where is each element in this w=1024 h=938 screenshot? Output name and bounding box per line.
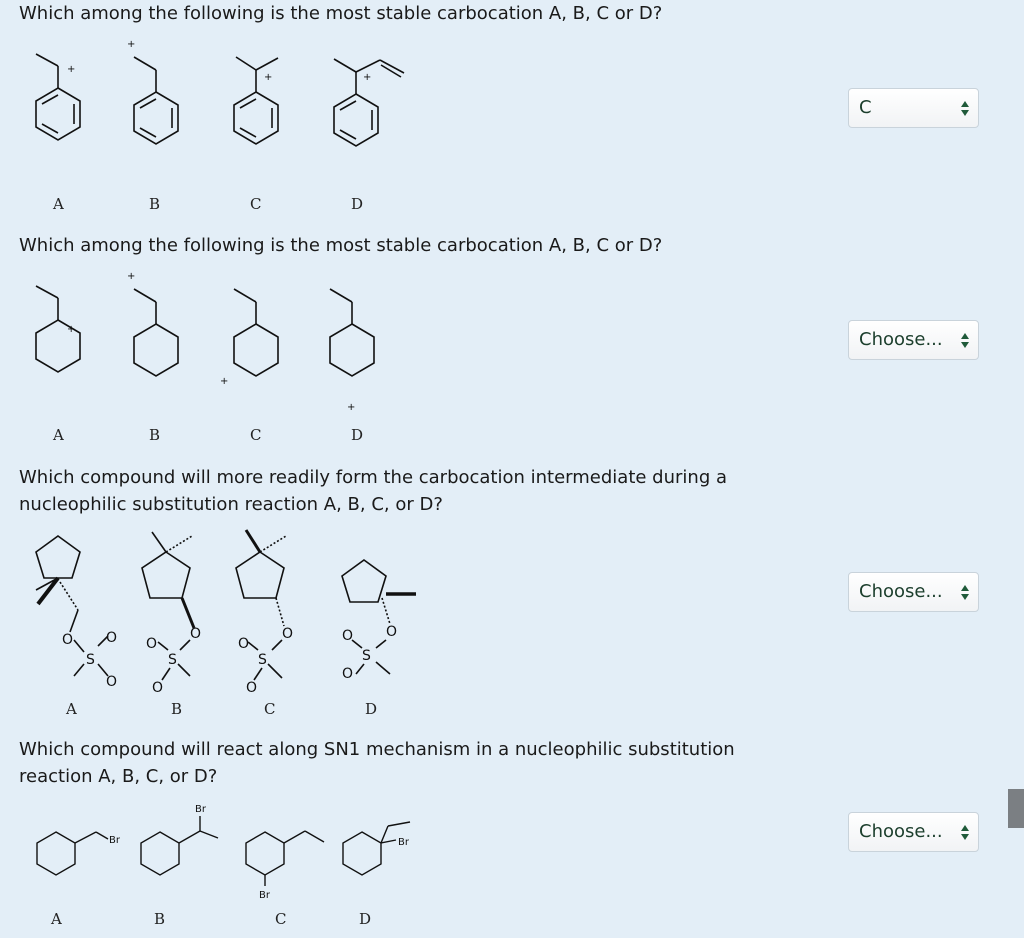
label-a: A <box>51 910 62 928</box>
scrollbar-thumb[interactable] <box>1008 789 1024 828</box>
oxygen-atom: O <box>106 674 118 690</box>
oxygen-atom: O <box>386 624 398 640</box>
question-text: Which among the following is the most stable carbocation A, B, C or D? <box>19 3 663 24</box>
oxygen-atom: O <box>106 630 118 646</box>
sulfur-atom: S <box>258 652 267 668</box>
plus-sign: + <box>127 271 136 282</box>
oxygen-atom: O <box>62 632 74 648</box>
structure-b <box>142 532 201 718</box>
bromine-atom: Br <box>398 837 409 848</box>
plus-sign: + <box>347 402 356 413</box>
sulfur-atom: S <box>362 648 371 664</box>
label-a: A <box>66 700 77 718</box>
label-a: A <box>53 195 64 213</box>
label-c: C <box>250 195 262 213</box>
label-d: D <box>351 426 364 444</box>
question-1 <box>0 0 1024 228</box>
structure-c <box>220 289 278 444</box>
select-value: Choose... <box>859 581 943 602</box>
bromine-atom: Br <box>109 835 120 846</box>
oxygen-atom: O <box>146 636 158 652</box>
structure-c <box>236 530 293 718</box>
structure-diagram <box>0 232 800 462</box>
answer-select-1[interactable] <box>848 88 979 128</box>
sulfur-atom: S <box>168 652 177 668</box>
oxygen-atom: O <box>152 680 164 696</box>
structure-diagram <box>0 736 800 938</box>
answer-select-3[interactable] <box>848 572 979 612</box>
structure-a <box>36 54 80 213</box>
select-arrows-icon <box>960 822 970 842</box>
plus-sign: + <box>264 72 273 83</box>
sulfonate-structures <box>0 464 800 726</box>
bromine-atom: Br <box>259 890 270 901</box>
structure-b <box>141 804 218 928</box>
plus-sign: + <box>67 64 76 75</box>
plus-sign: + <box>363 72 372 83</box>
oxygen-atom: O <box>342 666 354 682</box>
label-a: A <box>53 426 64 444</box>
question-text: Which compound will more readily form the carbocation intermediate during a nucleophilic substitution reaction A, B, C, or D? <box>19 467 727 515</box>
oxygen-atom: O <box>246 680 258 696</box>
oxygen-atom: O <box>342 628 354 644</box>
label-c: C <box>250 426 262 444</box>
label-b: B <box>149 195 161 213</box>
bromide-structures <box>0 736 800 938</box>
plus-sign: + <box>220 376 229 387</box>
question-4 <box>0 736 1024 938</box>
label-c: C <box>275 910 287 928</box>
structure-a <box>37 832 121 928</box>
structure-d <box>343 822 410 928</box>
label-b: B <box>149 426 161 444</box>
select-value: Choose... <box>859 821 943 842</box>
structure-d <box>342 560 416 718</box>
question-text: Which among the following is the most stable carbocation A, B, C or D? <box>19 235 663 256</box>
label-d: D <box>359 910 372 928</box>
structure-c <box>234 57 278 213</box>
select-value: C <box>859 97 872 118</box>
structure-diagram <box>0 464 800 726</box>
select-arrows-icon <box>960 582 970 602</box>
label-c: C <box>264 700 276 718</box>
oxygen-atom: O <box>238 636 250 652</box>
label-b: B <box>171 700 183 718</box>
label-d: D <box>365 700 378 718</box>
answer-select-2[interactable] <box>848 320 979 360</box>
answer-select-4[interactable] <box>848 812 979 852</box>
plus-sign: + <box>127 39 136 50</box>
structure-b <box>127 271 178 444</box>
bromine-atom: Br <box>195 804 206 815</box>
structure-c <box>246 831 324 928</box>
plus-sign: + <box>67 324 76 335</box>
label-d: D <box>351 195 364 213</box>
select-value: Choose... <box>859 329 943 350</box>
structure-diagram <box>0 0 800 228</box>
select-arrows-icon <box>960 98 970 118</box>
structure-d <box>330 289 374 444</box>
structure-a <box>36 286 80 444</box>
sulfur-atom: S <box>86 652 95 668</box>
carbocation-structures-2 <box>0 232 800 462</box>
oxygen-atom: O <box>282 626 294 642</box>
select-arrows-icon <box>960 330 970 350</box>
carbocation-structures-1 <box>0 0 800 228</box>
structure-a <box>36 536 117 718</box>
question-2 <box>0 232 1024 462</box>
question-text: Which compound will react along SN1 mechanism in a nucleophilic substitution reaction A, B, C, or D? <box>19 739 735 787</box>
question-3 <box>0 464 1024 726</box>
structure-d <box>334 59 404 213</box>
structure-b <box>127 39 178 213</box>
label-b: B <box>154 910 166 928</box>
oxygen-atom: O <box>190 626 202 642</box>
